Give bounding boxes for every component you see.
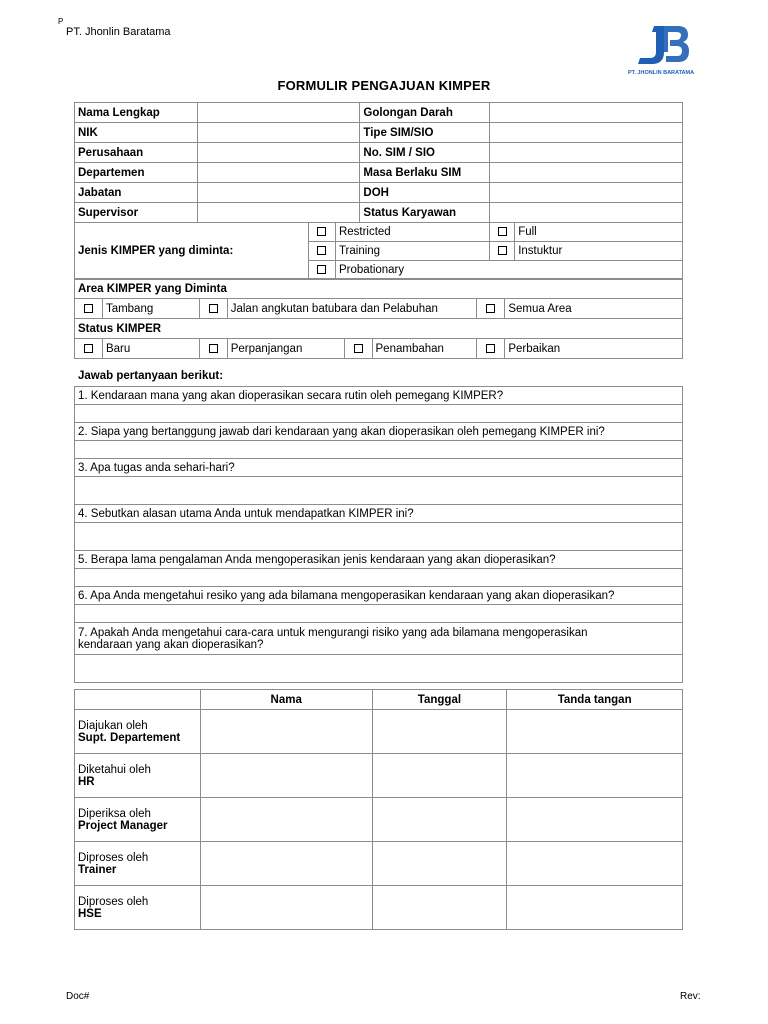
input-supervisor[interactable] <box>197 203 359 223</box>
questions-heading: Jawab pertanyaan berikut: <box>78 370 224 382</box>
input-nama-lengkap[interactable] <box>197 103 359 123</box>
sig-who: Trainer <box>78 863 117 876</box>
answer-3[interactable] <box>75 477 683 505</box>
sig-header-nama: Nama <box>200 690 372 710</box>
sig-ttd-cell[interactable] <box>507 842 683 886</box>
label-status-karyawan: Status Karyawan <box>360 203 490 223</box>
checkbox-icon <box>486 344 495 353</box>
sig-tanggal-cell[interactable] <box>372 842 507 886</box>
input-status-karyawan[interactable] <box>490 203 683 223</box>
sig-header-ttd: Tanda tangan <box>507 690 683 710</box>
checkbox-probationary[interactable] <box>309 261 336 280</box>
option-training: Training <box>335 242 489 261</box>
label-tipe-sim: Tipe SIM/SIO <box>360 123 490 143</box>
checkbox-perbaikan[interactable] <box>477 339 505 359</box>
input-golongan-darah[interactable] <box>490 103 683 123</box>
company-logo <box>627 22 695 78</box>
option-instruktur: Instuktur <box>515 242 683 261</box>
checkbox-penambahan[interactable] <box>344 339 372 359</box>
answer-7[interactable] <box>75 655 683 683</box>
question-7-line-1: 7. Apakah Anda mengetahui cara-cara untuk mengurangi risiko yang ada bilamana mengoperasikan <box>78 626 588 639</box>
input-jabatan[interactable] <box>197 183 359 203</box>
question-3: 3. Apa tugas anda sehari-hari? <box>75 459 683 477</box>
form-title: FORMULIR PENGAJUAN KIMPER <box>277 78 491 93</box>
sig-role: Diketahui oleh <box>78 763 151 776</box>
sig-row-label <box>75 754 201 798</box>
option-restricted: Restricted <box>335 223 489 242</box>
label-masa-berlaku: Masa Berlaku SIM <box>360 163 490 183</box>
checkbox-icon <box>498 246 507 255</box>
option-baru: Baru <box>102 339 199 359</box>
sig-who: HSE <box>78 907 102 920</box>
sig-ttd-cell[interactable] <box>507 754 683 798</box>
input-doh[interactable] <box>490 183 683 203</box>
question-5: 5. Berapa lama pengalaman Anda mengoperasikan jenis kendaraan yang akan dioperasikan? <box>75 551 683 569</box>
label-perusahaan: Perusahaan <box>75 143 198 163</box>
checkbox-training[interactable] <box>309 242 336 261</box>
sig-who: HR <box>78 775 95 788</box>
input-masa-berlaku[interactable] <box>490 163 683 183</box>
checkbox-instruktur[interactable] <box>490 242 515 261</box>
option-full: Full <box>515 223 683 242</box>
footer-doc: Doc# <box>66 991 90 1002</box>
checkbox-jalan[interactable] <box>199 299 227 319</box>
option-probationary: Probationary <box>335 261 682 280</box>
label-golongan-darah: Golongan Darah <box>360 103 490 123</box>
question-4: 4. Sebutkan alasan utama Anda untuk mendapatkan KIMPER ini? <box>75 505 683 523</box>
sig-role: Diperiksa oleh <box>78 807 151 820</box>
checkbox-icon <box>317 265 326 274</box>
label-jenis-kimper: Jenis KIMPER yang diminta: <box>75 223 309 280</box>
checkbox-icon <box>317 246 326 255</box>
sig-header-blank <box>75 690 201 710</box>
question-1: 1. Kendaraan mana yang akan dioperasikan secara rutin oleh pemegang KIMPER? <box>75 387 683 405</box>
input-tipe-sim[interactable] <box>490 123 683 143</box>
sig-tanggal-cell[interactable] <box>372 754 507 798</box>
option-jalan: Jalan angkutan batubara dan Pelabuhan <box>227 299 477 319</box>
sig-nama-cell[interactable] <box>200 842 372 886</box>
area-status-table <box>74 278 683 359</box>
questions-table <box>74 386 683 683</box>
option-perpanjangan: Perpanjangan <box>227 339 344 359</box>
checkbox-icon <box>486 304 495 313</box>
label-doh: DOH <box>360 183 490 203</box>
footer-rev: Rev: <box>680 991 701 1002</box>
option-penambahan: Penambahan <box>372 339 477 359</box>
answer-5[interactable] <box>75 569 683 587</box>
sig-nama-cell[interactable] <box>200 710 372 754</box>
sig-who: Supt. Departement <box>78 731 181 744</box>
label-nik: NIK <box>75 123 198 143</box>
input-no-sim[interactable] <box>490 143 683 163</box>
input-nik[interactable] <box>197 123 359 143</box>
checkbox-icon <box>354 344 363 353</box>
input-perusahaan[interactable] <box>197 143 359 163</box>
checkbox-icon <box>498 227 507 236</box>
sig-role: Diajukan oleh <box>78 719 148 732</box>
label-no-sim: No. SIM / SIO <box>360 143 490 163</box>
answer-6[interactable] <box>75 605 683 623</box>
option-semua-area: Semua Area <box>505 299 683 319</box>
checkbox-icon <box>209 304 218 313</box>
question-7-line-2: kendaraan yang akan dioperasikan? <box>78 638 264 651</box>
sig-tanggal-cell[interactable] <box>372 710 507 754</box>
sig-row-label <box>75 886 201 930</box>
question-6: 6. Apa Anda mengetahui resiko yang ada bilamana mengoperasikan kendaraan yang akan dioperasikan? <box>75 587 683 605</box>
label-nama-lengkap: Nama Lengkap <box>75 103 198 123</box>
sig-nama-cell[interactable] <box>200 754 372 798</box>
sig-role: Diproses oleh <box>78 851 149 864</box>
question-2: 2. Siapa yang bertanggung jawab dari kendaraan yang akan dioperasikan oleh pemegang KIMPER ini? <box>75 423 683 441</box>
sig-tanggal-cell[interactable] <box>372 886 507 930</box>
sig-ttd-cell[interactable] <box>507 798 683 842</box>
sig-nama-cell[interactable] <box>200 798 372 842</box>
answer-4[interactable] <box>75 523 683 551</box>
sig-nama-cell[interactable] <box>200 886 372 930</box>
checkbox-full[interactable] <box>490 223 515 242</box>
label-area-kimper: Area KIMPER yang Diminta <box>75 279 683 299</box>
input-departemen[interactable] <box>197 163 359 183</box>
company-name: PT. Jhonlin Baratama <box>66 26 171 38</box>
checkbox-icon <box>209 344 218 353</box>
sig-ttd-cell[interactable] <box>507 710 683 754</box>
checkbox-icon <box>317 227 326 236</box>
answer-1[interactable] <box>75 405 683 423</box>
checkbox-restricted[interactable] <box>309 223 336 242</box>
label-departemen: Departemen <box>75 163 198 183</box>
answer-2[interactable] <box>75 441 683 459</box>
signature-table <box>74 689 683 930</box>
header-mark: P <box>58 17 64 26</box>
sig-role: Diproses oleh <box>78 895 149 908</box>
checkbox-semua-area[interactable] <box>477 299 505 319</box>
option-tambang: Tambang <box>102 299 199 319</box>
svg-text:PT. JHONLIN BARATAMA: PT. JHONLIN BARATAMA <box>627 70 695 76</box>
sig-tanggal-cell[interactable] <box>372 798 507 842</box>
info-table <box>74 102 683 280</box>
option-perbaikan: Perbaikan <box>505 339 683 359</box>
sig-who: Project Manager <box>78 819 168 832</box>
checkbox-perpanjangan[interactable] <box>199 339 227 359</box>
sig-row-label <box>75 710 201 754</box>
sig-header-tanggal: Tanggal <box>372 690 507 710</box>
checkbox-baru[interactable] <box>75 339 103 359</box>
checkbox-tambang[interactable] <box>75 299 103 319</box>
sig-row-label <box>75 842 201 886</box>
question-7 <box>75 623 683 655</box>
checkbox-icon <box>84 344 93 353</box>
sig-ttd-cell[interactable] <box>507 886 683 930</box>
label-supervisor: Supervisor <box>75 203 198 223</box>
sig-row-label <box>75 798 201 842</box>
checkbox-icon <box>84 304 93 313</box>
label-jabatan: Jabatan <box>75 183 198 203</box>
label-status-kimper: Status KIMPER <box>75 319 683 339</box>
